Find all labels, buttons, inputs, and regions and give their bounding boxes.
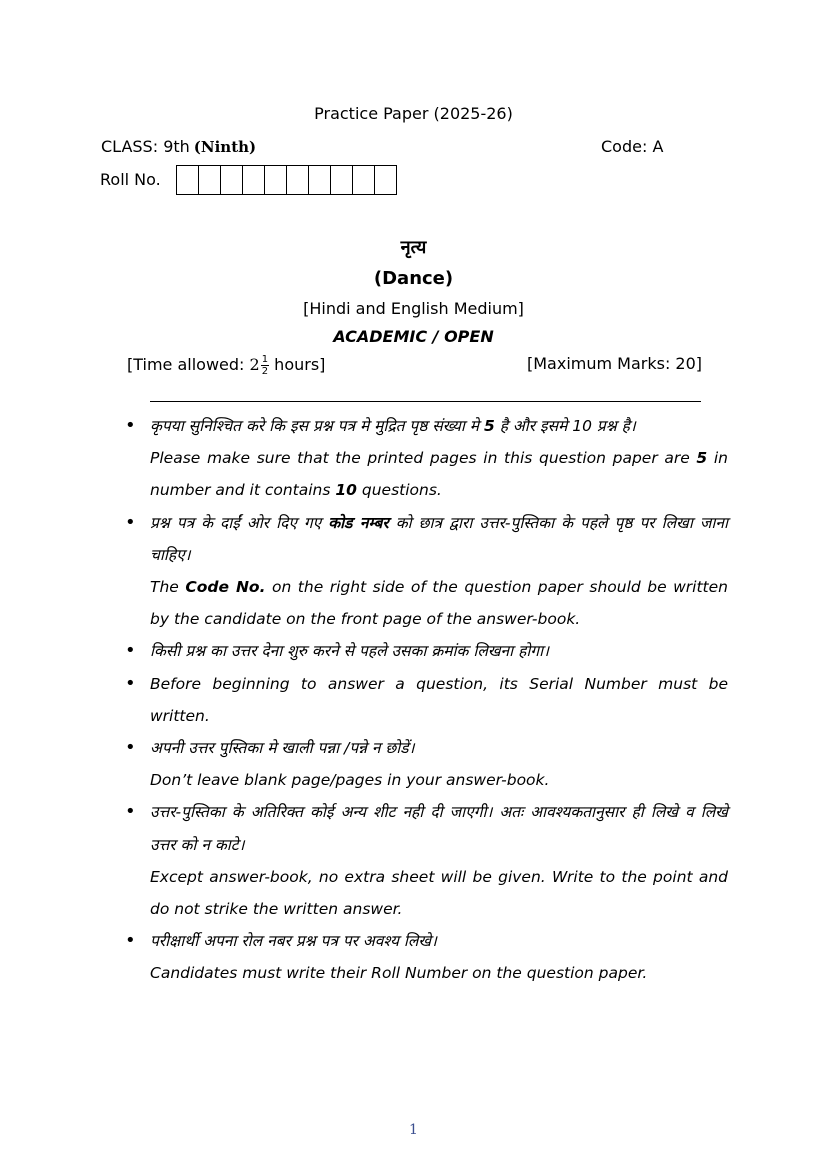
roll-box (353, 166, 375, 194)
roll-box (243, 166, 265, 194)
instruction-2-hindi: • प्रश्न पत्र के दाईं ओर दिए गए कोड नम्बर को छात्र द्वारा उत्तर-पुस्तिका के पहले पृष्ठ पर लिखा जाना चाहिए। (150, 507, 728, 571)
roll-box (375, 166, 396, 194)
page-number: 1 (409, 1122, 418, 1138)
fraction-numerator: 1 (261, 354, 269, 365)
fraction-denominator: 2 (261, 366, 269, 377)
instruction-7-english: Candidates must write their Roll Number on the question paper. (150, 964, 648, 983)
roll-box (331, 166, 353, 194)
instruction-6-english: Except answer-book, no extra sheet will be given. Write to the point and do not strike the written answer. (150, 867, 728, 919)
time-fraction (261, 354, 269, 377)
roll-box (287, 166, 309, 194)
instruction-6-hindi: • उत्तर-पुस्तिका के अतिरिक्त कोई अन्य शीट नही दी जाएगी। अतः आवश्यकतानुसार ही लिखे व लिखे उत्तर को न काटे। (150, 796, 728, 860)
instruction-4-english: • Before beginning to answer a question, its Serial Number must be written. (150, 668, 728, 732)
stream-label: ACADEMIC / OPEN (333, 327, 494, 346)
class-name: (Ninth) (193, 138, 257, 156)
time-suffix: hours] (269, 355, 326, 374)
time-whole: 2 (249, 355, 260, 374)
instruction-7-hindi: • परीक्षार्थी अपना रोल नबर प्रश्न पत्र पर अवश्य लिखे। (150, 925, 728, 957)
instruction-1-english: Please make sure that the printed pages in this question paper are 5 in number and it contains 10 questions. (150, 449, 728, 500)
class-label: CLASS: 9th (101, 137, 190, 156)
instruction-3-hindi: • किसी प्रश्न का उत्तर देना शुरु करने से पहले उसका क्रमांक लिखना होगा। (150, 635, 728, 667)
roll-box (221, 166, 243, 194)
time-prefix: [Time allowed: (127, 355, 250, 374)
subject-english: (Dance) (373, 268, 454, 289)
class-info (101, 137, 256, 156)
instruction-1-hindi: • कृपया सुनिश्चित करे कि इस प्रश्न पत्र मे मुद्रित पृष्ठ संख्या मे 5 है और इसमे 10 प्रश्न है। (150, 410, 728, 442)
roll-box (309, 166, 331, 194)
instruction-5-english: Don’t leave blank page/pages in your answer-book. (150, 771, 550, 790)
roll-box (265, 166, 287, 194)
instruction-5-hindi: • अपनी उत्तर पुस्तिका मे खाली पन्ना /पन्ने न छोडें। (150, 732, 728, 764)
paper-title: Practice Paper (2025-26) (314, 104, 513, 123)
maximum-marks: [Maximum Marks: 20] (527, 354, 703, 373)
roll-box (177, 166, 199, 194)
divider (150, 401, 701, 402)
time-allowed (127, 354, 325, 377)
roll-number-label: Roll No. (100, 170, 161, 189)
medium-note: [Hindi and English Medium] (303, 299, 524, 318)
subject-hindi: नृत्य (400, 237, 427, 258)
instruction-2-english: The Code No. on the right side of the question paper should be written by the candidate on the front page of the answer-book. (150, 578, 728, 629)
instructions (150, 410, 728, 990)
roll-box (199, 166, 221, 194)
roll-number-boxes (176, 165, 397, 195)
paper-code: Code: A (601, 137, 664, 156)
